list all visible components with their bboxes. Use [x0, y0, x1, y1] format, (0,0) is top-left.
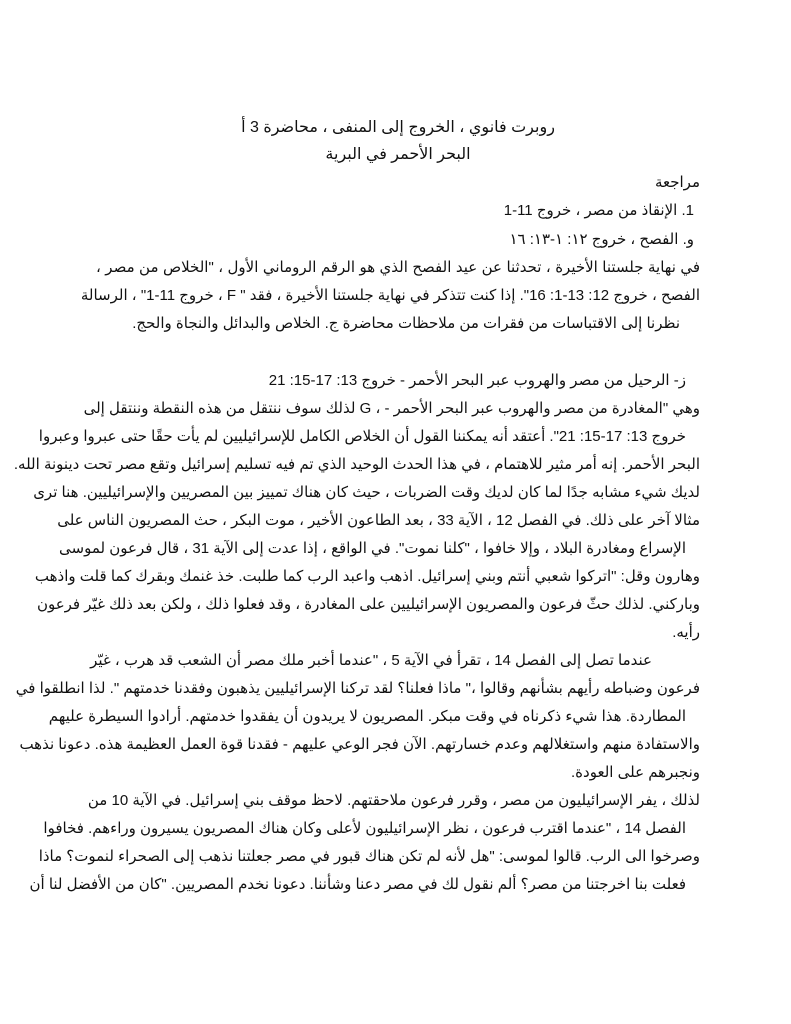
paragraph-line: في نهاية جلستنا الأخيرة ، تحدثنا عن عيد الفصح الذي هو الرقم الروماني الأول ، "الخلاص من مصر ،: [96, 259, 700, 276]
paragraph-line: وباركني. لذلك حثّ فرعون والمصريون الإسرائيليين على المغادرة ، وقد فعلوا ذلك ، ولكن بعد ذلك غيّر فرعون: [36, 596, 700, 613]
paragraph-line: الإسراع ومغادرة البلاد ، وإلا خافوا ، "كلنا نموت". في الواقع ، إذا عدت إلى الآية 31 ، قال فرعون لموسى: [59, 540, 686, 557]
review-item: و. الفصح ، خروج ١٢: ١-١٣: ١٦: [509, 231, 694, 248]
paragraph-line: عندما تصل إلى الفصل 14 ، تقرأ في الآية 5 ، "عندما أخبر ملك مصر أن الشعب قد هرب ، غيّر: [90, 652, 652, 669]
paragraph-line: لذلك ، يفر الإسرائيليون من مصر ، وقرر فرعون ملاحقتهم. لاحظ موقف بني إسرائيل. في الآية 10 من: [87, 792, 700, 809]
paragraph-line: ونجبرهم على العودة.: [571, 764, 700, 781]
paragraph-line: وهي "المغادرة من مصر والهروب عبر البحر الأحمر - ، G لذلك سوف ننتقل من هذه النقطة وننتقل إلى: [83, 400, 700, 417]
paragraph-line: فرعون وضباطه رأيهم بشأنهم وقالوا ،" ماذا فعلنا؟ لقد تركنا الإسرائيليين يذهبون وفقدنا خدمتهم ". لذا انطلقوا في: [15, 680, 700, 697]
paragraph-line: رأيه.: [672, 624, 700, 641]
paragraph-line: فعلت بنا اخرجتنا من مصر؟ ألم نقول لك في مصر دعنا وشأننا. دعونا نخدم المصريين. "كان من الأفضل لنا أن: [29, 876, 686, 893]
paragraph-line: الفصح ، خروج 12: 13-1: 16". إذا كنت تتذكر في نهاية جلستنا الأخيرة ، فقد " F ، خروج 11-1" ، الرسالة: [80, 287, 700, 304]
paragraph-line: وهارون وقل: "اتركوا شعبي أنتم وبني إسرائيل. اذهب واعبد الرب كما طلبت. خذ غنمك وبقرك كما قلت واذهب: [34, 568, 700, 585]
paragraph-line: مثالا آخر على ذلك. في الفصل 12 ، الآية 33 ، بعد الطاعون الأخير ، موت البكر ، حث المصريون الناس على: [57, 512, 700, 529]
review-item: 1. الإنقاذ من مصر ، خروج 11-1: [503, 202, 694, 219]
document-subtitle: البحر الأحمر في البرية: [325, 146, 471, 163]
paragraph-line: والاستفادة منهم واستغلالهم وعدم خسارتهم. الآن فجر الوعي عليهم - فقدنا قوة العمل العظيمة هذه. دعونا نذهب: [19, 736, 700, 753]
document-title: روبرت فانوي ، الخروج إلى المنفى ، محاضرة 3 أ: [241, 119, 555, 136]
paragraph-line: خروج 13: 17-15: 21". أعتقد أنه يمكننا القول أن الخلاص الكامل للإسرائيليين لم يأت حقًا حتى عبروا وعبروا: [38, 428, 686, 445]
review-heading: مراجعة: [654, 174, 700, 191]
paragraph-line: وصرخوا الى الرب. قالوا لموسى: "هل لأنه لم تكن هناك قبور في مصر جعلتنا نذهب إلى الصحراء لنموت؟ ماذا: [38, 848, 700, 865]
section-heading: ز- الرحيل من مصر والهروب عبر البحر الأحمر - خروج 13: 17-15: 21: [268, 372, 686, 389]
paragraph-line: المطاردة. هذا شيء ذكرناه في وقت مبكر. المصريون لا يريدون أن يفقدوا خدمتهم. أرادوا السيطرة عليهم: [48, 708, 686, 725]
paragraph-line: البحر الأحمر. إنه أمر مثير للاهتمام ، في هذا الحدث الوحيد الذي تم فيه تسليم إسرائيل وتقع مصر تحت دينونة الله.: [13, 456, 700, 473]
paragraph-line: لديك شيء مشابه جدًا لما كان لديك وقت الضربات ، حيث كان هناك تمييز بين المصريين والإسرائيليين. هنا ترى: [33, 484, 700, 501]
paragraph-line: الفصل 14 ، "عندما اقترب فرعون ، نظر الإسرائيليون لأعلى وكان هناك المصريون يسيرون وراءهم. فخافوا: [43, 820, 686, 837]
paragraph-line: نظرنا إلى الاقتباسات من فقرات من ملاحظات محاضرة ج. الخلاص والبدائل والنجاة والحج.: [132, 315, 680, 332]
